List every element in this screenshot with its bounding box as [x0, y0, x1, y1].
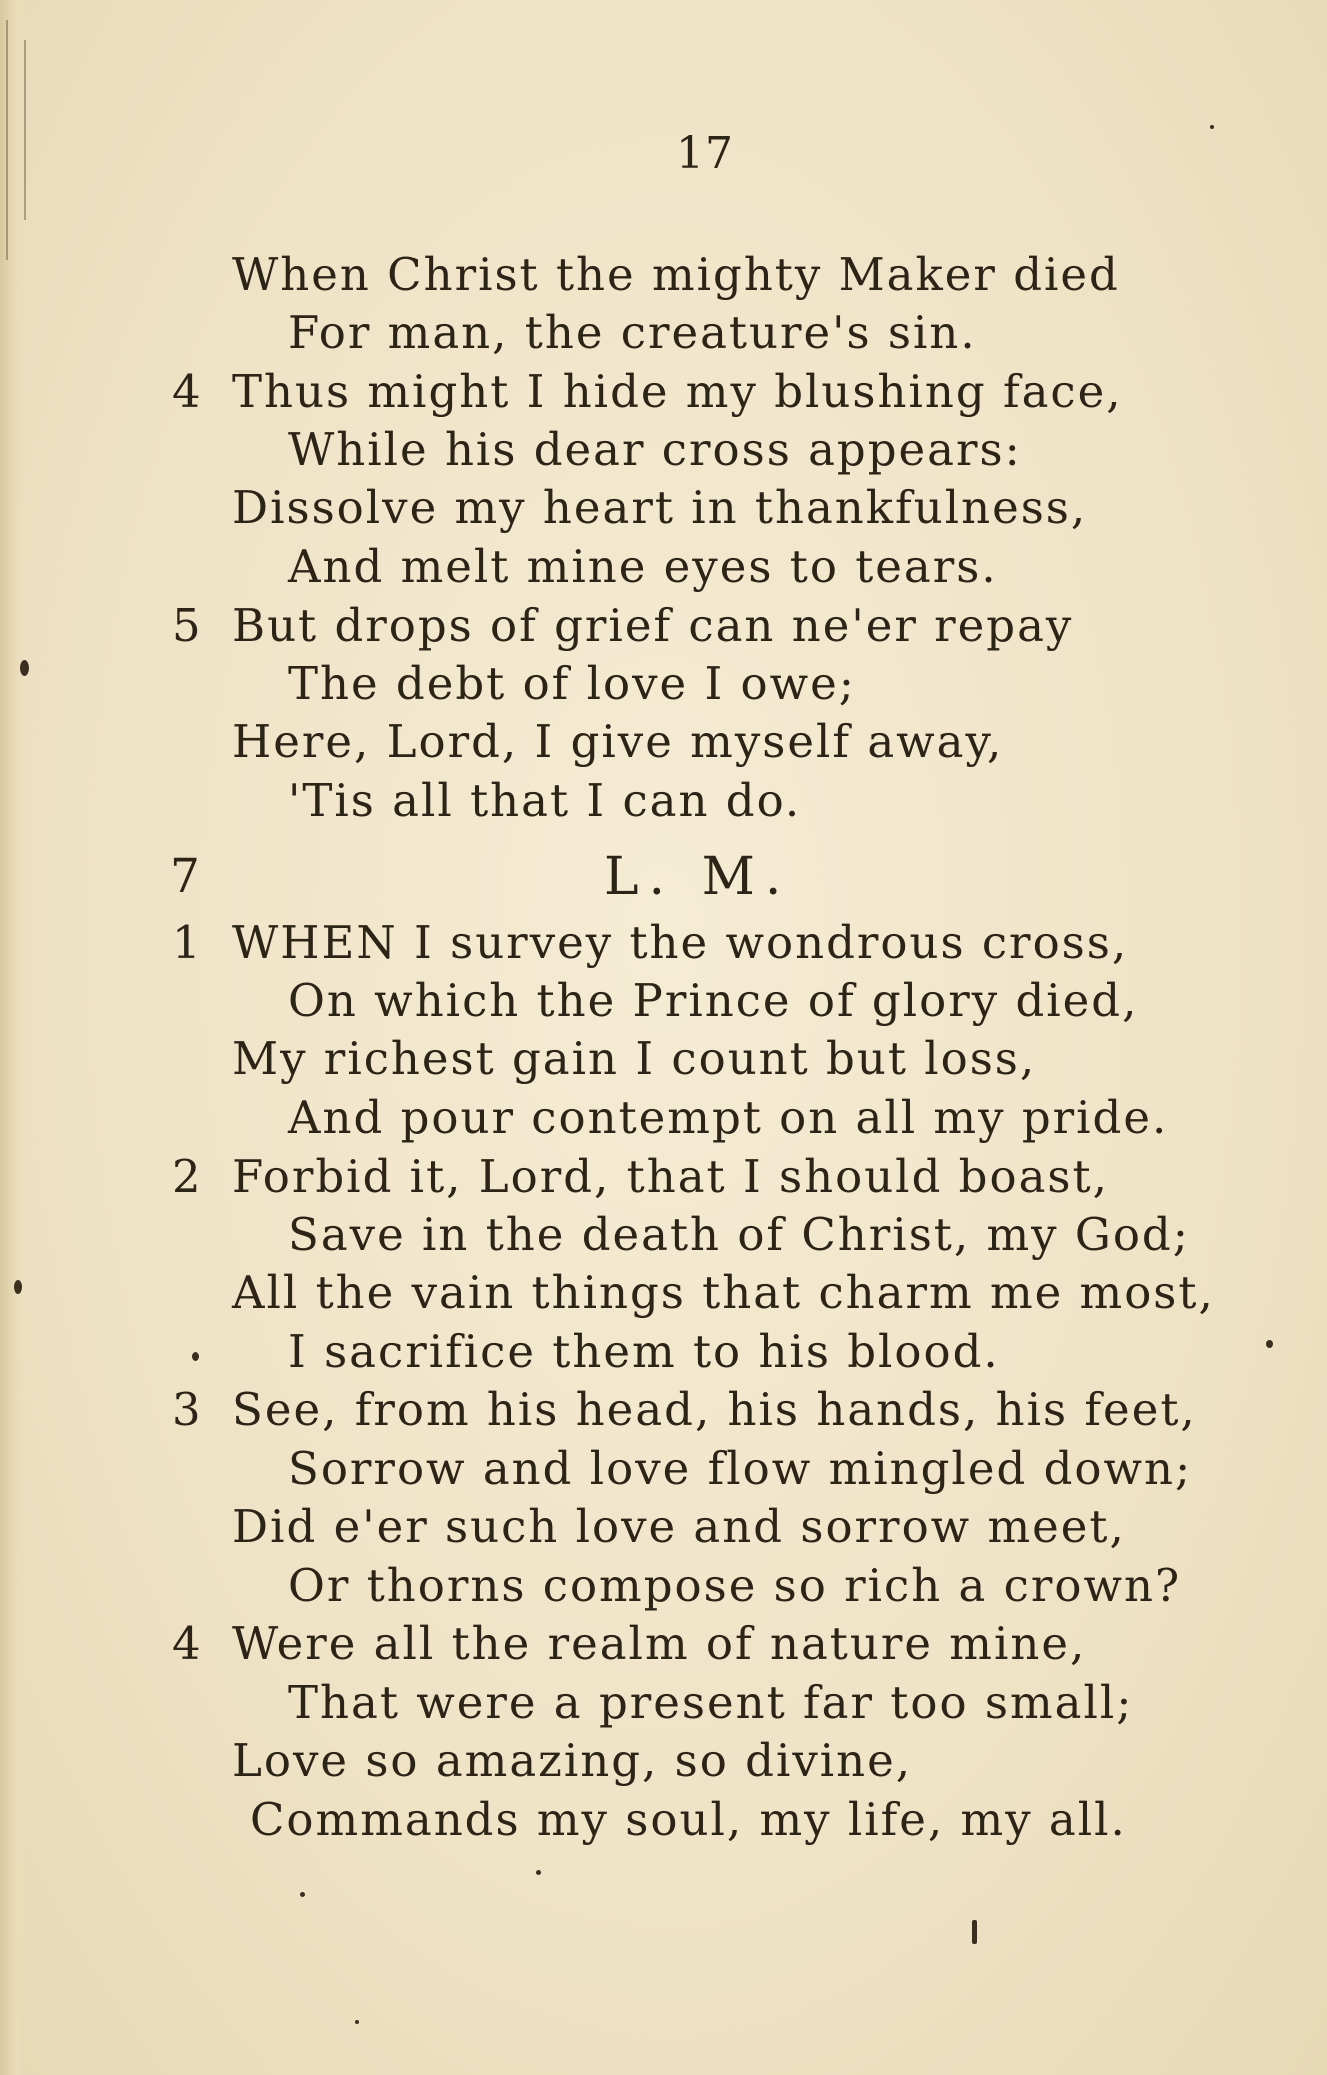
hymn-meter: L. M.	[604, 847, 792, 907]
verse-line: Or thorns compose so rich a crown?	[288, 1559, 1182, 1612]
verse-line: And melt mine eyes to tears.	[288, 540, 998, 593]
verse-line: Commands my soul, my life, my all.	[250, 1793, 1127, 1846]
paper-speck	[355, 2020, 359, 2024]
page-edge	[0, 0, 26, 2075]
paper-speck	[14, 1280, 22, 1294]
page-number: 17	[676, 128, 734, 179]
paper-speck	[1210, 125, 1214, 129]
verse-line: See, from his head, his hands, his feet,	[232, 1383, 1197, 1436]
verse-line: For man, the creature's sin.	[288, 306, 977, 359]
verse-line: Save in the death of Christ, my God;	[288, 1208, 1190, 1261]
verse-line: That were a present far too small;	[288, 1676, 1134, 1729]
verse-line: Dissolve my heart in thankfulness,	[232, 481, 1088, 534]
verse-number: 2	[172, 1150, 201, 1203]
verse-number: 4	[172, 1617, 201, 1670]
verse-line: The debt of love I owe;	[288, 657, 856, 710]
verse-line: While his dear cross appears:	[288, 423, 1022, 476]
page-edge-line	[24, 40, 26, 220]
paper-speck	[192, 1352, 199, 1361]
verse-number: 4	[172, 365, 201, 418]
verse-line: But drops of grief can ne'er repay	[232, 599, 1074, 652]
verse-line: Thus might I hide my blushing face,	[232, 365, 1123, 418]
page-edge-line	[6, 20, 8, 260]
verse-line: Sorrow and love flow mingled down;	[288, 1442, 1193, 1495]
verse-line: Did e'er such love and sorrow meet,	[232, 1500, 1126, 1553]
verse-line: When Christ the mighty Maker died	[232, 248, 1120, 301]
verse-line: Love so amazing, so divine,	[232, 1734, 913, 1787]
verse-line: And pour contempt on all my pride.	[288, 1091, 1169, 1144]
verse-line: All the vain things that charm me most,	[232, 1266, 1215, 1319]
paper-speck	[300, 1892, 305, 1897]
paper-speck	[536, 1870, 541, 1875]
verse-line: Here, Lord, I give myself away,	[232, 715, 1004, 768]
verse-number: 3	[172, 1383, 201, 1436]
verse-line: Forbid it, Lord, that I should boast,	[232, 1150, 1109, 1203]
verse-number: 5	[172, 599, 201, 652]
paper-speck	[1266, 1340, 1273, 1348]
verse-line: My richest gain I count but loss,	[232, 1032, 1037, 1085]
verse-number: 1	[172, 916, 201, 969]
paper-speck	[972, 1920, 977, 1944]
verse-line: On which the Prince of glory died,	[288, 974, 1139, 1027]
verse-line: 'Tis all that I can do.	[288, 774, 802, 827]
hymn-number: 7	[170, 849, 200, 904]
verse-line: I sacrifice them to his blood.	[288, 1325, 1000, 1378]
paper-speck	[20, 660, 29, 676]
verse-line: WHEN I survey the wondrous cross,	[232, 916, 1129, 969]
verse-line: Were all the realm of nature mine,	[232, 1617, 1087, 1670]
